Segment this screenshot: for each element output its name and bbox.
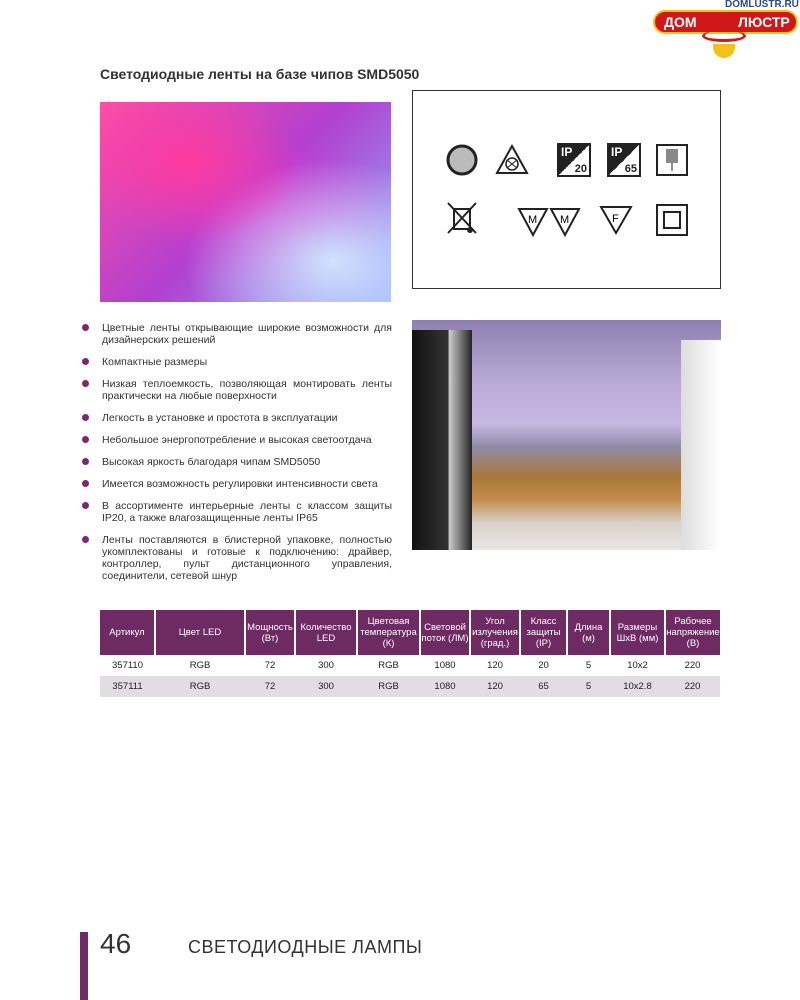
cell: RGB [357, 676, 420, 697]
table-row [100, 655, 720, 676]
ip65-icon: IP 65 [607, 143, 641, 177]
th: Цветовая температура (К) [357, 610, 420, 655]
cell: 20 [538, 660, 549, 671]
cell: RGB [189, 660, 211, 671]
th: Класс защиты (IP) [520, 610, 567, 655]
cell: 5 [585, 660, 592, 671]
cell: 5 [567, 676, 610, 697]
driver-icon [655, 143, 689, 177]
cell: 72 [264, 660, 276, 671]
led-strip-photo [100, 102, 391, 302]
ip20-icon: IP 20 [557, 143, 591, 177]
logo-right: ЛЮСТР [738, 14, 790, 30]
th: Мощность (Вт) [245, 610, 295, 655]
logo-bulb-icon [713, 44, 735, 58]
page-title: Светодиодные ленты на базе чипов SMD5050 [100, 66, 420, 82]
mm-icon [517, 207, 581, 237]
list-item: Легкость в установке и простота в эксплуатации [82, 412, 392, 424]
th: Количество LED [295, 610, 357, 655]
certification-icons-box [412, 90, 721, 289]
hazard-triangle-icon [495, 143, 529, 177]
specs-table [100, 610, 720, 697]
cell: 10x2 [627, 660, 648, 671]
cell: 300 [295, 676, 357, 697]
cell: RGB [155, 676, 245, 697]
logo-left: ДОМ [664, 14, 697, 30]
cell: 120 [470, 676, 520, 697]
footer-accent-bar [80, 932, 88, 1000]
list-item: Компактные размеры [82, 356, 392, 368]
th: Световой поток (ЛМ) [420, 610, 470, 655]
table-header [100, 610, 720, 655]
cell: 10x2.8 [610, 676, 665, 697]
cell: 357110 [112, 660, 143, 671]
list-item: Высокая яркость благодаря чипам SMD5050 [82, 456, 392, 468]
cell: RGB [378, 660, 399, 671]
feature-list [82, 322, 392, 592]
weee-bin-icon [445, 201, 479, 235]
th: Размеры ШхВ (мм) [610, 610, 665, 655]
th: Угол излучения (град.) [470, 610, 520, 655]
class-ii-icon [655, 203, 689, 237]
round-lamp-icon [445, 143, 479, 177]
table-row [100, 676, 720, 697]
list-item: Имеется возможность регулировки интенсивности света [82, 478, 392, 490]
list-item: Ленты поставляются в блистерной упаковке, полностью укомплектованы и готовые к подключению: драйвер, контроллер, пульт дистанционного управления, соединители, сетевой шнур [82, 534, 392, 582]
th: Длина (м) [567, 610, 610, 655]
list-item: Низкая теплоемкость, позволяющая монтировать ленты практически на любые поверхности [82, 378, 392, 402]
cell: 220 [665, 676, 720, 697]
th: Цвет LED [155, 610, 245, 655]
cell: 300 [318, 660, 334, 671]
svg-text:F: F [612, 213, 619, 225]
list-item: Небольшое энергопотребление и высокая светоотдача [82, 434, 392, 446]
cell: 1080 [434, 660, 456, 671]
f-mark-icon [599, 203, 633, 237]
svg-text:M: M [528, 214, 538, 226]
svg-text:M: M [560, 214, 570, 226]
page-number: 46 [100, 928, 132, 959]
cell: 1080 [420, 676, 470, 697]
bedroom-photo [412, 320, 721, 550]
cell: 357111 [100, 676, 155, 697]
th: Артикул [100, 610, 155, 655]
logo-site: DOMLUSTR.RU [725, 0, 799, 10]
cell: 120 [487, 660, 503, 671]
cell: 72 [245, 676, 295, 697]
cell: 65 [520, 676, 567, 697]
domlustr-logo[interactable] [650, 0, 800, 70]
logo-lamp-icon [702, 30, 746, 42]
cell: 220 [684, 660, 701, 671]
list-item: Цветные ленты открывающие широкие возможности для дизайнерских решений [82, 322, 392, 346]
section-title: СВЕТОДИОДНЫЕ ЛАМПЫ [188, 937, 423, 957]
list-item: В ассортименте интерьерные ленты с классом защиты IP20, а также влагозащищенные ленты IP65 [82, 500, 392, 524]
th: Рабочее напряжение (В) [665, 610, 720, 655]
